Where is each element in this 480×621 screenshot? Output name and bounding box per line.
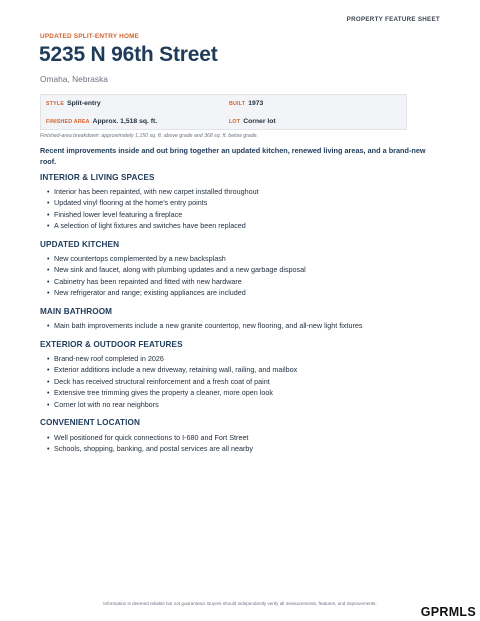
list-item: • Deck has received structural reinforcement and a fresh coat of paint — [50, 376, 297, 387]
list-item: • Main bath improvements include a new granite countertop, new flooring, and all-new light fixtures — [50, 320, 362, 331]
list-item: • Interior has been repainted, with new carpet installed throughout — [50, 186, 259, 197]
list-item: • Finished lower level featuring a fireplace — [50, 209, 259, 220]
listing-eyebrow: UPDATED SPLIT-ENTRY HOME — [40, 33, 140, 40]
fact-built-value: 1973 — [248, 100, 264, 107]
list-item: • Well positioned for quick connections to I-680 and Fort Street — [50, 432, 253, 443]
list-item: • Brand-new roof completed in 2026 — [50, 353, 297, 364]
facts-panel — [40, 94, 407, 130]
list-item: • New sink and faucet, along with plumbing updates and a new garbage disposal — [50, 264, 306, 275]
section-heading-kitchen: UPDATED KITCHEN — [40, 240, 120, 249]
fact-lot — [229, 118, 276, 125]
list-item: • Schools, shopping, banking, and postal services are all nearby — [50, 443, 253, 454]
list-item: • A selection of light fixtures and switches have been replaced — [50, 220, 259, 231]
list-item: • Exterior additions include a new driveway, retaining wall, railing, and mailbox — [50, 364, 297, 375]
fact-lot-label: LOT — [229, 119, 241, 125]
list-item: • Extensive tree trimming gives the property a cleaner, more open look — [50, 387, 297, 398]
fact-style — [46, 100, 101, 107]
listing-location: Omaha, Nebraska — [40, 74, 108, 84]
footer-disclaimer: Information is deemed reliable but not guaranteed. Buyers should independently verify all measurements, features, and improvements. — [103, 601, 377, 606]
fact-lot-value: Corner lot — [243, 118, 276, 125]
intro-summary: Recent improvements inside and out bring together an updated kitchen, renewed living areas, and a brand-new roof. — [40, 146, 426, 166]
section-list-exterior — [50, 353, 297, 410]
list-item: • Corner lot with no rear neighbors — [50, 399, 297, 410]
sheet-label: PROPERTY FEATURE SHEET — [346, 16, 440, 23]
list-item: • New countertops complemented by a new backsplash — [50, 253, 306, 264]
section-list-kitchen — [50, 253, 306, 299]
fact-finished-area-label: FINISHED AREA — [46, 119, 90, 125]
fact-finished-area — [46, 118, 157, 125]
section-list-bathroom — [50, 320, 362, 331]
fact-built-label: BUILT — [229, 101, 246, 107]
fact-style-label: STYLE — [46, 101, 65, 107]
fact-finished-area-value: Approx. 1,518 sq. ft. — [92, 118, 158, 125]
section-list-location — [50, 432, 253, 455]
fact-style-value: Split-entry — [67, 100, 101, 107]
section-heading-bathroom: MAIN BATHROOM — [40, 307, 113, 316]
fact-built — [229, 100, 263, 107]
section-list-interior — [50, 186, 259, 232]
list-item: • Updated vinyl flooring at the home’s entry points — [50, 197, 259, 208]
area-breakdown-note: Finished-area breakdown: approximately 1,150 sq. ft. above grade and 368 sq. ft. below grade. — [40, 133, 259, 139]
section-heading-exterior: EXTERIOR & OUTDOOR FEATURES — [40, 340, 183, 349]
list-item: • New refrigerator and range; existing appliances are included — [50, 287, 306, 298]
section-heading-location: CONVENIENT LOCATION — [40, 418, 140, 427]
brand-logo: GPRMLS — [420, 605, 476, 619]
listing-title: 5235 N 96th Street — [39, 43, 218, 66]
section-heading-interior: INTERIOR & LIVING SPACES — [40, 173, 155, 182]
list-item: • Cabinetry has been repainted and fitted with new hardware — [50, 276, 306, 287]
